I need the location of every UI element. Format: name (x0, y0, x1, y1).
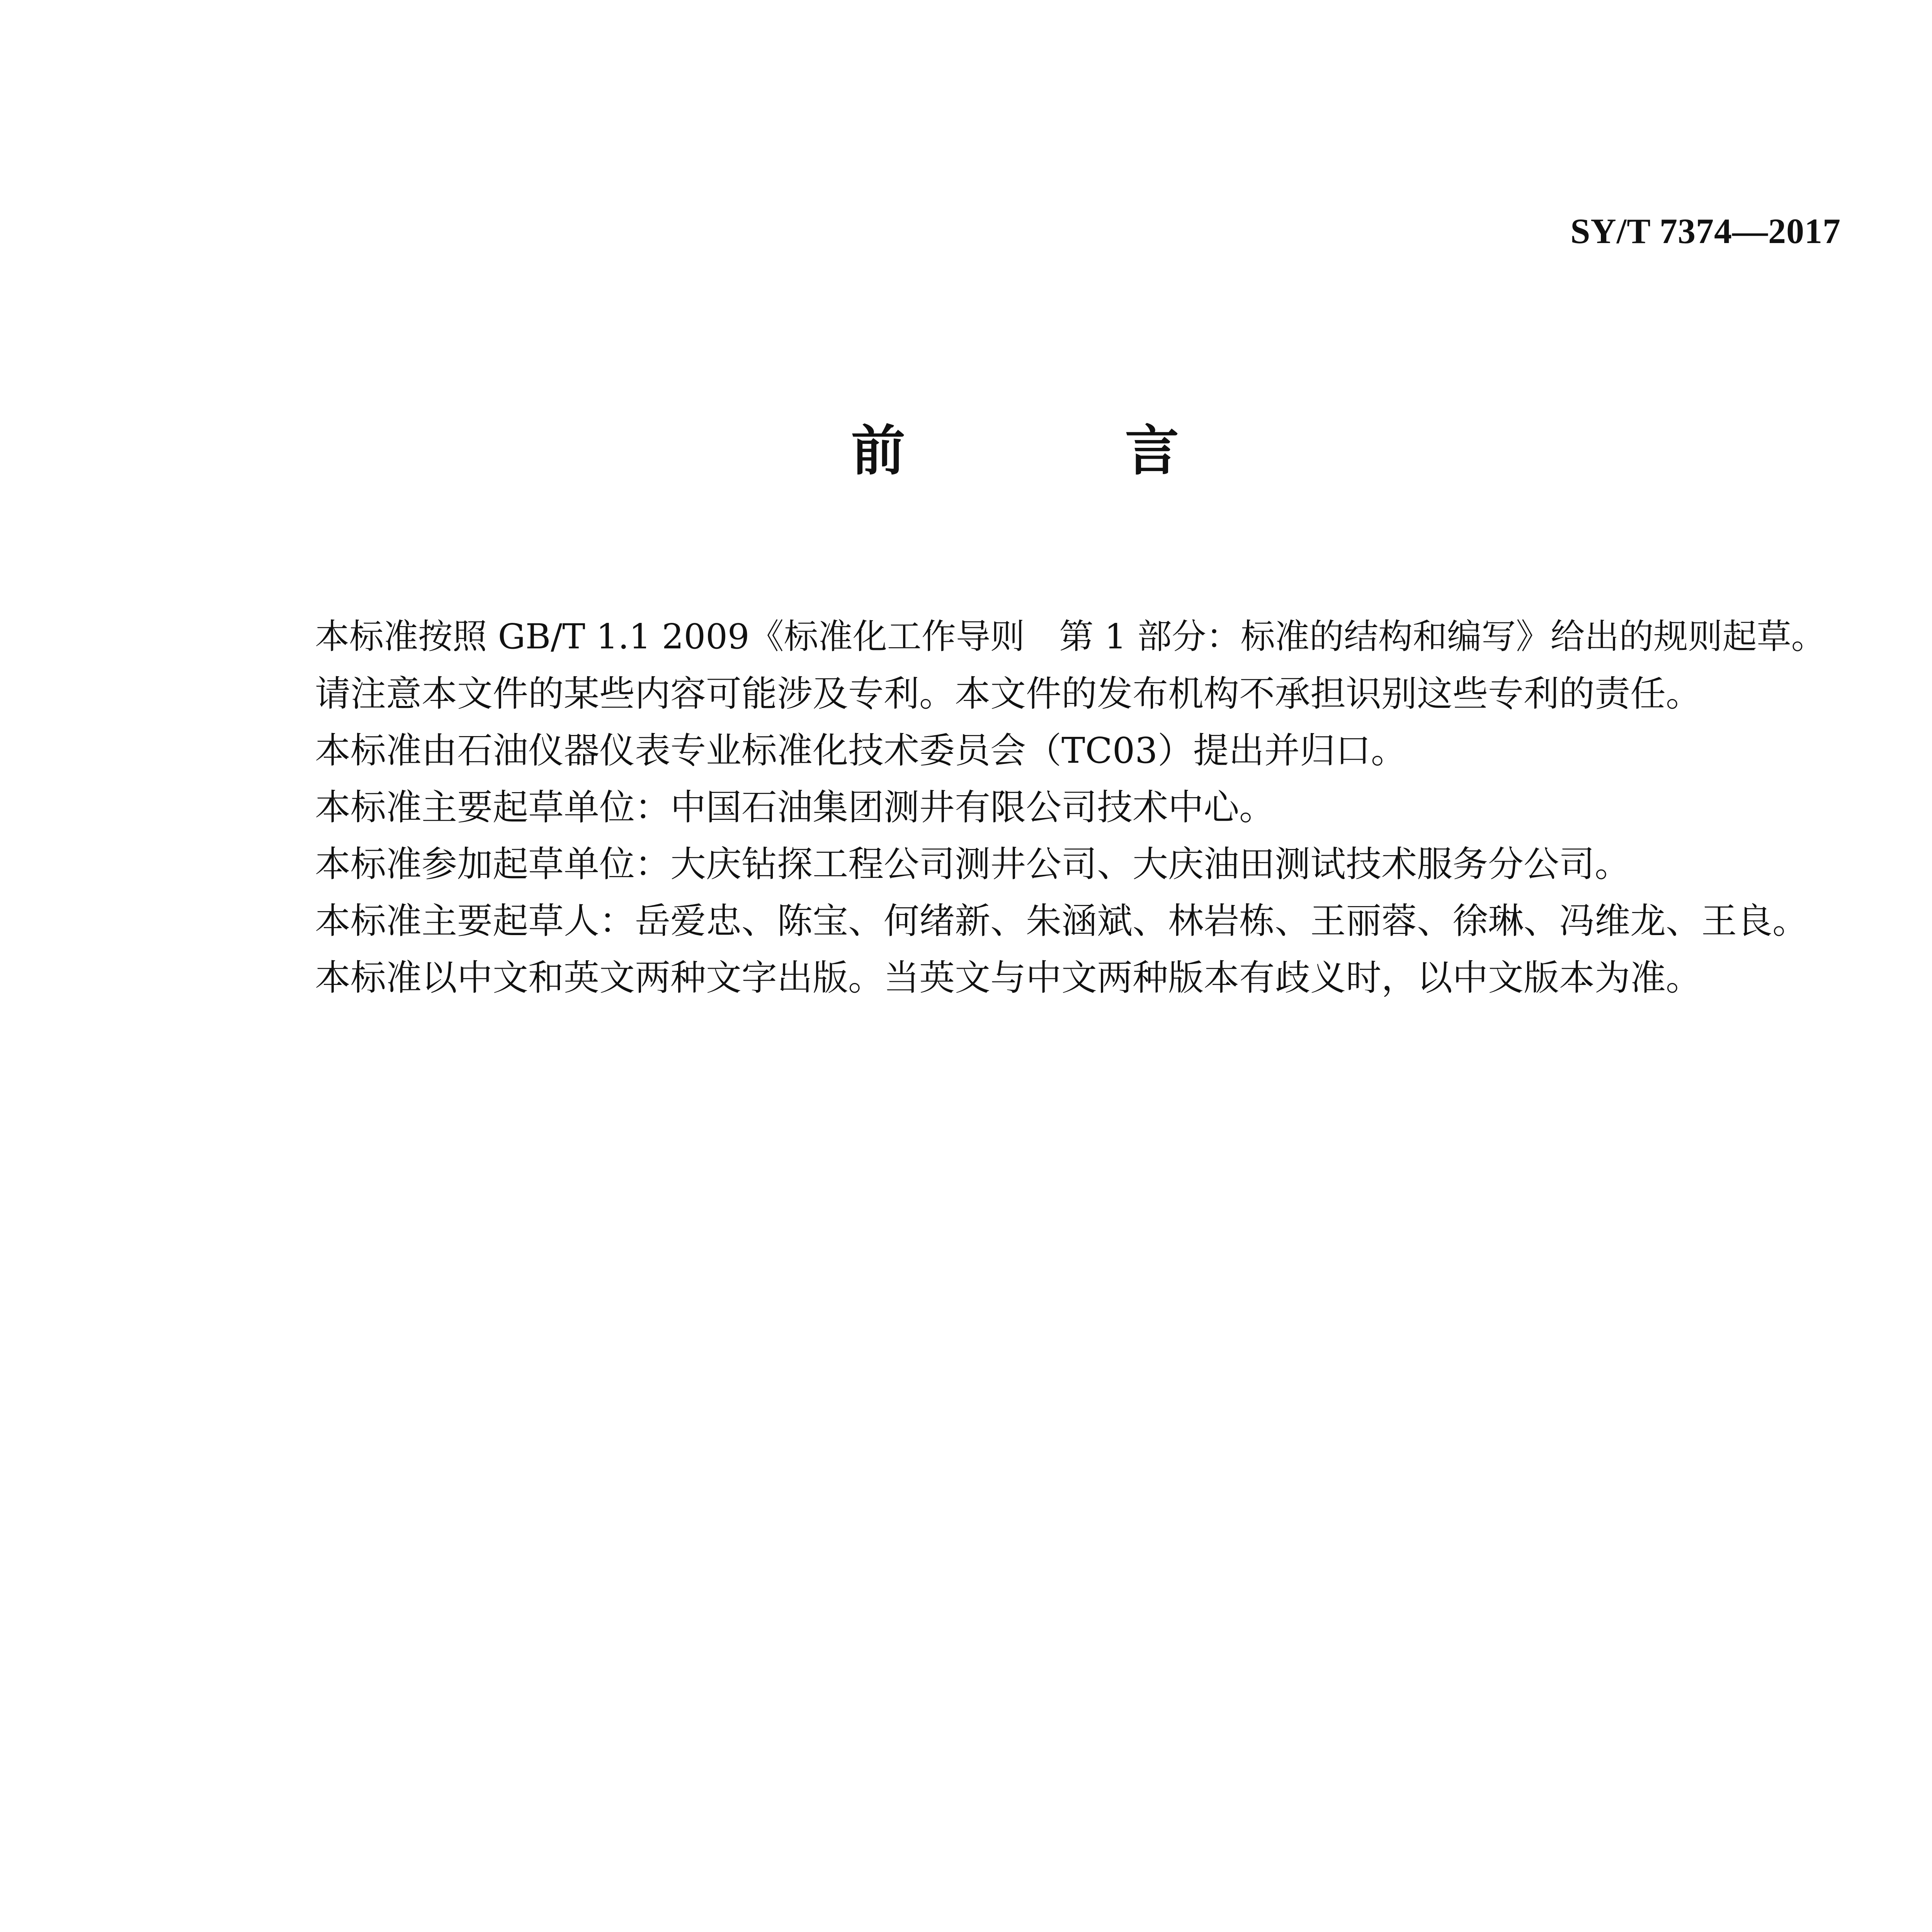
paragraph-participating-units: 本标准参加起草单位：大庆钻探工程公司测井公司、大庆油田测试技术服务分公司。 (315, 844, 1631, 885)
foreword-body (315, 609, 1841, 1006)
paragraph-main-drafters: 本标准主要起草人：岳爱忠、陈宝、何绪新、朱涵斌、林岩栋、王丽蓉、徐琳、冯维龙、王良。 (315, 900, 1808, 942)
paragraph-main-drafting-unit: 本标准主要起草单位：中国石油集团测井有限公司技术中心。 (315, 787, 1275, 828)
standard-number: SY/T 7374—2017 (1570, 211, 1841, 251)
page-title: 前 言 (851, 420, 1280, 483)
paragraph-proposer: 本标准由石油仪器仪表专业标准化技术委员会（TC03）提出并归口。 (315, 730, 1406, 771)
paragraph-drafting-rules: 本标准按照 GB/T 1.1 2009《标准化工作导则 第 1 部分：标准的结构和编写》给出的规则起草。 (315, 617, 1826, 657)
paragraph-language-versions: 本标准以中文和英文两种文字出版。当英文与中文两种版本有歧义时，以中文版本为准。 (315, 957, 1702, 998)
paragraph-patent-notice: 请注意本文件的某些内容可能涉及专利。本文件的发布机构不承担识别这些专利的责任。 (315, 673, 1702, 714)
